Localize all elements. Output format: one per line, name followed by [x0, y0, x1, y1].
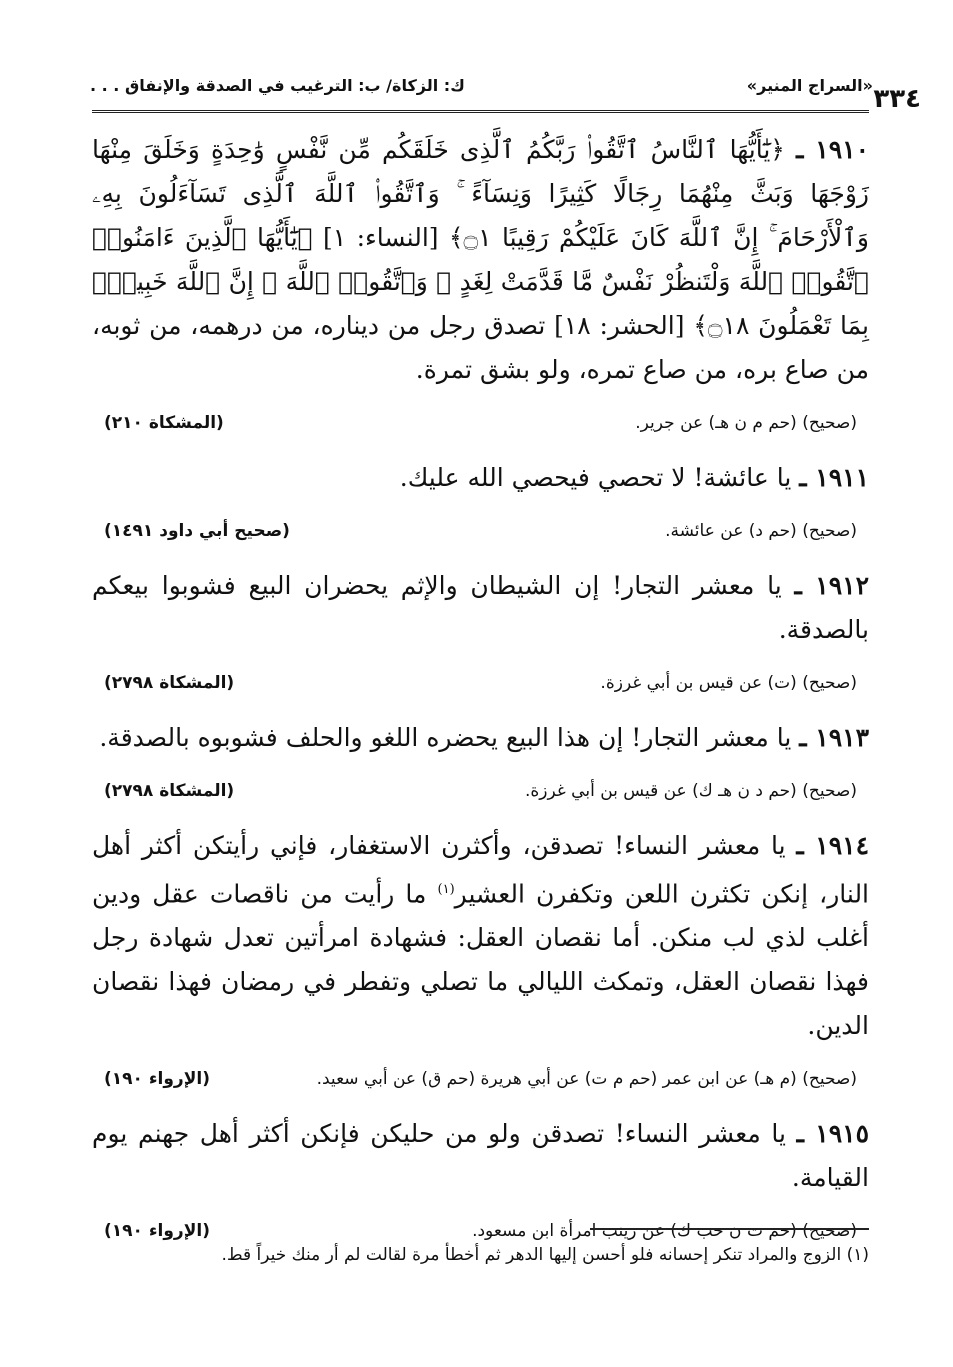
hadith-reference: (الإرواء ١٩٠): [104, 1069, 210, 1090]
footnote-marker: (١): [437, 882, 455, 897]
chapter-title: ك: الزكاة/ ب: الترغيب في الصدقة والإنفاق . . .: [90, 76, 465, 95]
hadith-text: يا عائشة! لا تحصي فيحصي الله عليك.: [399, 463, 792, 492]
hadith-text: يا معشر التجار! إن الشيطان والإثم يحضران البيع فشوبوا بيعكم بالصدقة.: [92, 571, 869, 644]
hadith-1910: [92, 128, 869, 392]
hadith-text: يا معشر النساء! تصدقن، وأكثرن الاستغفار، فإني رأيتكن أكثر أهل النار، إنكن تكثرن اللعن وتكفرن العشير: [92, 831, 870, 909]
hadith-source: (صحيح) (حم ت ن حب ك) عن زينب امرأة ابن مسعود.: [472, 1221, 857, 1242]
hadith-number: ١٩١٣ ـ: [799, 723, 869, 752]
hadith-reference: (المشكاة ٢٧٩٨): [104, 673, 235, 693]
hadith-1911: [92, 456, 869, 500]
hadith-number: ١٩١٥ ـ: [796, 1119, 869, 1149]
hadith-source: (صحيح) (م هـ) عن ابن عمر (حم م ت) عن أبي هريرة (حم ق) عن أبي سعيد.: [316, 1069, 857, 1090]
footnote-divider: [590, 1228, 869, 1230]
hadith-source-row: [104, 776, 857, 806]
hadith-source: (صحيح) (حم د) عن عائشة.: [665, 521, 857, 541]
hadith-1912: [92, 564, 869, 652]
book-title: «السراج المنير»: [746, 76, 873, 95]
hadith-text: يا معشر التجار! إن هذا البيع يحضره اللغو والحلف فشوبوه بالصدقة.: [99, 723, 792, 752]
hadith-source-row: [104, 668, 857, 698]
footnote-mark: (١): [846, 1245, 869, 1265]
hadith-number: ١٩١٠ ـ: [796, 135, 869, 164]
hadith-reference: (الإرواء ١٩٠): [104, 1221, 210, 1242]
hadith-text: يا معشر النساء! تصدقن ولو من حليكن فإنكن أكثر أهل جهنم يوم القيامة.: [92, 1119, 869, 1193]
hadith-reference: (صحيح أبي داود ١٤٩١): [104, 521, 290, 541]
hadith-source: (صحيح) (حم م ن هـ) عن جرير.: [635, 413, 857, 433]
hadith-reference: (المشكاة ٢١٠): [104, 413, 224, 433]
hadith-reference: (المشكاة ٢٧٩٨): [104, 781, 235, 801]
hadith-source: (صحيح) (حم د ن هـ ك) عن قيس بن أبي غرزة.: [524, 781, 857, 801]
hadith-number: ١٩١١ ـ: [799, 463, 869, 492]
hadith-text: ﴿يَٰٓأَيُّهَا ٱلنَّاسُ ٱتَّقُوا۟ رَبَّكُمُ ٱلَّذِى خَلَقَكُم مِّن نَّفْسٍ وَٰحِدَةٍ وَخَلَقَ مِنْهَا زَوْجَهَا وَبَثَّ مِنْهُمَا رِجَالًا كَثِيرًا وَنِسَآءً ۚ وَٱتَّقُوا۟ ٱللَّهَ ٱلَّذِى تَسَآءَلُونَ بِهِۦ وَٱلْأَرْحَامَ ۚ إِنَّ ٱللَّهَ كَانَ عَلَيْكُمْ رَقِيبًا ۝١﴾ [النساء: ١] ﴿يَٰٓأَيُّهَا ٱلَّذِينَ ءَامَنُوا۟ ٱتَّقُوا۟ ٱللَّهَ وَلْتَنظُرْ نَفْسٌ مَّا قَدَّمَتْ لِغَدٍ ۖ وَٱتَّقُوا۟ ٱللَّهَ ۚ إِنَّ ٱللَّهَ خَبِيرٌۢ بِمَا تَعْمَلُونَ ۝١٨﴾ [الحشر: ١٨] تصدق رجل من ديناره، من درهمه، من ثوبه، من صاع بره، من صاع تمره، ولو بشق تمرة.: [92, 135, 870, 384]
header-divider: [92, 110, 869, 113]
hadith-text-continued: ما رأيت من ناقصات عقل ودين أغلب لذي لب منكن. أما نقصان العقل: فشهادة امرأتين تعدل شهادة رجل فهذا نقصان العقل، وتمكث الليالي ما تصلي وتفطر في رمضان فهذا نقصان الدين.: [92, 879, 869, 1041]
hadith-1914: [92, 824, 869, 1048]
hadith-source: (صحيح) (ت) عن قيس بن أبي غرزة.: [600, 673, 857, 693]
hadith-source-row: [104, 1064, 857, 1094]
footnote: [92, 1240, 869, 1270]
hadith-number: ١٩١٢ ـ: [794, 571, 869, 600]
footnote-text: الزوج والمراد تنكر إحسانه فلو أحسن إليها الدهر ثم أخطأ مرة لقالت لم أر منك خيراً قط.: [221, 1245, 842, 1265]
hadith-list: [92, 128, 869, 1264]
hadith-number: ١٩١٤ ـ: [796, 831, 870, 860]
page-number: ٣٣٤: [873, 84, 921, 114]
hadith-source-row: [104, 408, 857, 438]
hadith-source-row: [104, 516, 857, 546]
hadith-1913: [92, 716, 869, 760]
page-header: [90, 66, 921, 114]
hadith-1915: [92, 1112, 869, 1200]
